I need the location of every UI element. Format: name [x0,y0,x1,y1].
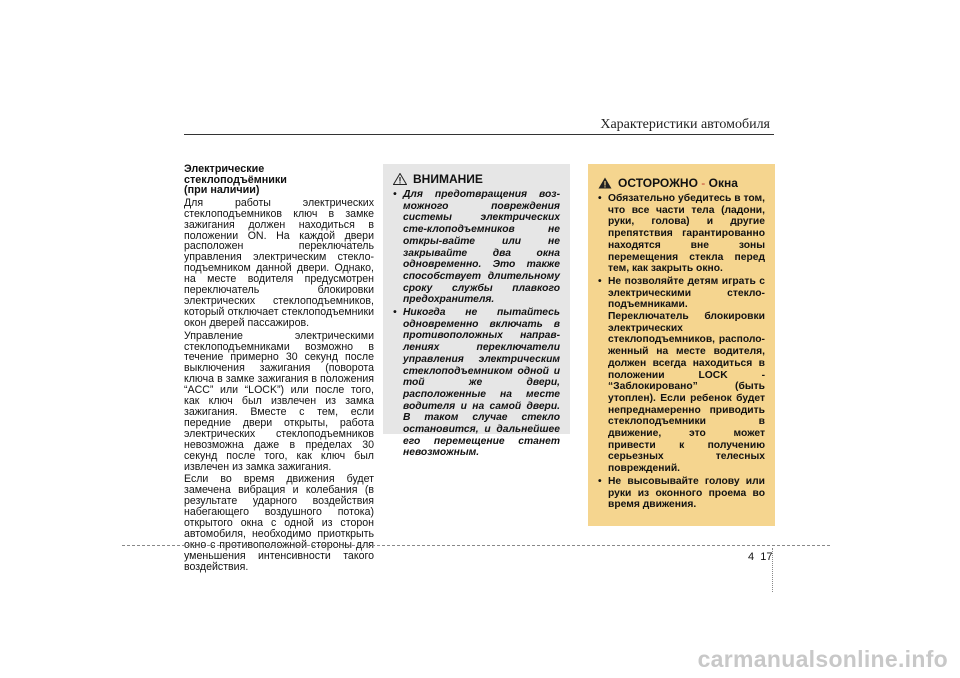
title-separator: - [697,176,709,190]
warning-triangle-icon [393,173,407,185]
warning-box [383,164,570,459]
section-paragraph: Управление электрическими стеклоподъемниками возможно в течение примерно 30 секунд после выключения зажигания (поворота ключа в замке зажигания в положения “ACC” или “LOCK”) или после того, как ключ был извлечен из замка зажигания. Вместе с тем, если передние двери открыты, работа электрических стеклоподъемников невозможна даже в пределах 30 секунд после того, как ключ был извлечен из замка зажигания. [184,329,374,473]
power-windows-section [184,164,374,575]
section-paragraph: Если во время движения будет замечена вибрация и колебания (в результате ударного воздействия набегающего воздушного потока) открытого окна с одной из сторон автомобиля, необходимо приоткрыть окно с противоположной стороны для уменьшения интенсивности такого воздействия. [184,473,374,573]
page-separator [772,548,773,592]
caution-box [588,164,775,526]
caution-item: • Не позволяйте детям играть с электрическими стекло-подъемниками. Переключатель блокировки электрических стеклоподъемников, располо-женный на месте водителя, должен всегда находиться в положении LOCK - “Заблокировано” (быть утоплен). Если ребенок будет непреднамеренно приводить стеклоподъемники в движение, это может привести к получению серьезных телесных повреждений. [598,276,765,475]
page-number: 4 17 [748,551,773,563]
caution-triangle-icon [598,177,612,189]
footer-rule [122,545,830,546]
warning-item: • Никогда не пытайтесь одновременно включать в противоположных направ-лениях переключатели управления электрическим стеклоподъемником одной и той же двери, расположенные на месте водителя и на самой двери. В таком случае стекло остановится, и дальнейшее его перемещение станет невозможным. [393,307,560,459]
warning-list [383,189,570,459]
caution-item: • Обязательно убедитесь в том, что все части тела (ладони, руки, голова) и другие препятствия гарантированно находятся вне зоны перемещения стекла перед тем, как закрыть окно. [598,193,765,275]
header-rule [184,134,774,135]
warning-title: ВНИМАНИЕ [393,172,570,186]
caution-title: ОСТОРОЖНО - Окна [598,176,775,190]
caution-item: • Не высовывайте голову или руки из оконного проема во время движения. [598,476,765,511]
warning-item: • Для предотвращения воз-можного повреждения системы электрических сте-клоподъемников не откры-вайте или не закрывайте два окна одновременно. Это также способствует длительному сроку службы плавкого предохранителя. [393,189,560,306]
section-heading: Электрические стеклоподъёмники (при наличии) [184,163,287,197]
header-title: Характеристики автомобиля [600,117,770,132]
caution-list [588,193,775,511]
section-paragraph: Для работы электрических стеклоподъемников ключ в замке зажигания должен находиться в положении ON. На каждой двери расположен переключатель управления электрическим стекло-подъемником данной двери. Однако, на месте водителя предусмотрен переключатель блокировки электрических стеклоподъемников, который отключает стеклоподъемники окон дверей пассажиров. [184,196,374,329]
watermark: carmanualsonline.info [697,646,948,672]
